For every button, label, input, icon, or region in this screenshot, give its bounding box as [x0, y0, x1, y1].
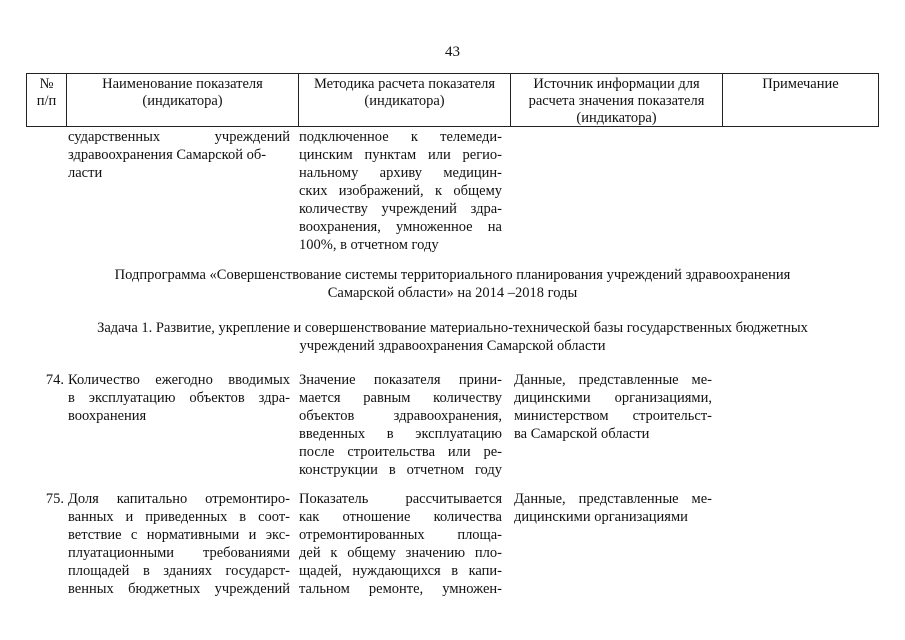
row-method-line: после строительства или ре- — [299, 444, 502, 460]
task-line: учреждений здравоохранения Самарской области — [299, 338, 606, 354]
header-method-line2: (индикатора) — [364, 93, 445, 109]
continued-name-line: здравоохранения Самарской об- — [68, 147, 267, 163]
row-source-line: ва Самарской области — [514, 426, 650, 442]
continued-name-line: сударственных учреждений — [68, 129, 290, 145]
continued-method-line: воохранения, умноженное на — [299, 219, 502, 235]
continued-method-line: подключенное к телемеди- — [299, 129, 502, 145]
row-source-line: министерством строительст- — [514, 408, 712, 424]
row-source-line: Данные, представленные ме- — [514, 491, 712, 507]
row-method-line: как отношение количества — [299, 509, 502, 525]
header-source — [511, 74, 723, 126]
row-source-line: Данные, представленные ме- — [514, 372, 712, 388]
header-method — [299, 74, 511, 126]
row-name-cell — [68, 490, 290, 598]
row-source-line: дицинскими организациями — [514, 509, 688, 525]
task-line: Задача 1. Развитие, укрепление и совершенствование материально-технической базы государственных бюджетных — [97, 320, 808, 336]
row-source-line: дицинскими организациями, — [514, 390, 712, 406]
header-note — [723, 74, 878, 126]
header-name-line2: (индикатора) — [142, 93, 223, 109]
header-name-line1: Наименование показателя — [102, 76, 263, 92]
table-header — [26, 73, 879, 127]
row-method-line: введенных в эксплуатацию — [299, 426, 502, 442]
header-source-line3: (индикатора) — [576, 110, 657, 126]
header-name — [67, 74, 299, 126]
header-method-line1: Методика расчета показателя — [313, 76, 495, 92]
row-method-cell — [299, 490, 502, 598]
continued-method-line: ских изображений, к общему — [299, 183, 502, 199]
row-method-line: Значение показателя прини- — [299, 372, 502, 388]
continued-name-line: ласти — [68, 165, 103, 181]
row-method-cell — [299, 371, 502, 479]
continued-name-cell — [68, 128, 290, 182]
row-source-cell — [514, 490, 712, 526]
row-method-line: отремонтированных площа- — [299, 527, 502, 543]
header-num-line1: № — [39, 76, 54, 92]
row-name-line: воохранения — [68, 408, 147, 424]
page-number: 43 — [445, 44, 460, 60]
row-name-line: площадей в зданиях государст- — [68, 563, 290, 579]
row-name-cell — [68, 371, 290, 425]
continued-method-line: 100%, в отчетном году — [299, 237, 439, 253]
row-method-line: объектов здравоохранения, — [299, 408, 502, 424]
row-name-line: ветствие с нормативными и экс- — [68, 527, 290, 543]
row-method-line: мается равным количеству — [299, 390, 502, 406]
header-source-line1: Источник информации для — [533, 76, 700, 92]
subprogram-line: Самарской области» на 2014 –2018 годы — [327, 285, 578, 301]
row-number: 75. — [45, 491, 64, 507]
subprogram-heading — [40, 266, 865, 302]
row-name-line: венных бюджетных учреждений — [68, 581, 290, 597]
row-name-line: плуатационными требованиями — [68, 545, 290, 561]
header-num — [27, 74, 67, 126]
subprogram-line: Подпрограмма «Совершенствование системы территориального планирования учреждений здравоохранения — [114, 267, 791, 283]
continued-method-line: нальному архиву медицин- — [299, 165, 502, 181]
continued-method-cell — [299, 128, 502, 254]
header-note-label: Примечание — [762, 76, 839, 92]
row-method-line: дей к общему значению пло- — [299, 545, 502, 561]
header-num-line2: п/п — [36, 93, 57, 109]
row-method-line: щадей, нуждающихся в капи- — [299, 563, 502, 579]
row-method-line: Показатель рассчитывается — [299, 491, 502, 507]
continued-method-line: количеству учреждений здра- — [299, 201, 502, 217]
row-number: 74. — [45, 372, 64, 388]
task-heading — [40, 319, 865, 355]
row-name-line: ванных и приведенных в соот- — [68, 509, 290, 525]
row-name-line: Количество ежегодно вводимых — [68, 372, 290, 388]
row-method-line: конструкции в отчетном году — [299, 462, 502, 478]
continued-method-line: цинским пунктам или регио- — [299, 147, 502, 163]
header-source-line2: расчета значения показателя — [528, 93, 705, 109]
row-method-line: тальном ремонте, умножен- — [299, 581, 502, 597]
row-source-cell — [514, 371, 712, 443]
row-name-line: в эксплуатацию объектов здра- — [68, 390, 290, 406]
row-name-line: Доля капитально отремонтиро- — [68, 491, 290, 507]
